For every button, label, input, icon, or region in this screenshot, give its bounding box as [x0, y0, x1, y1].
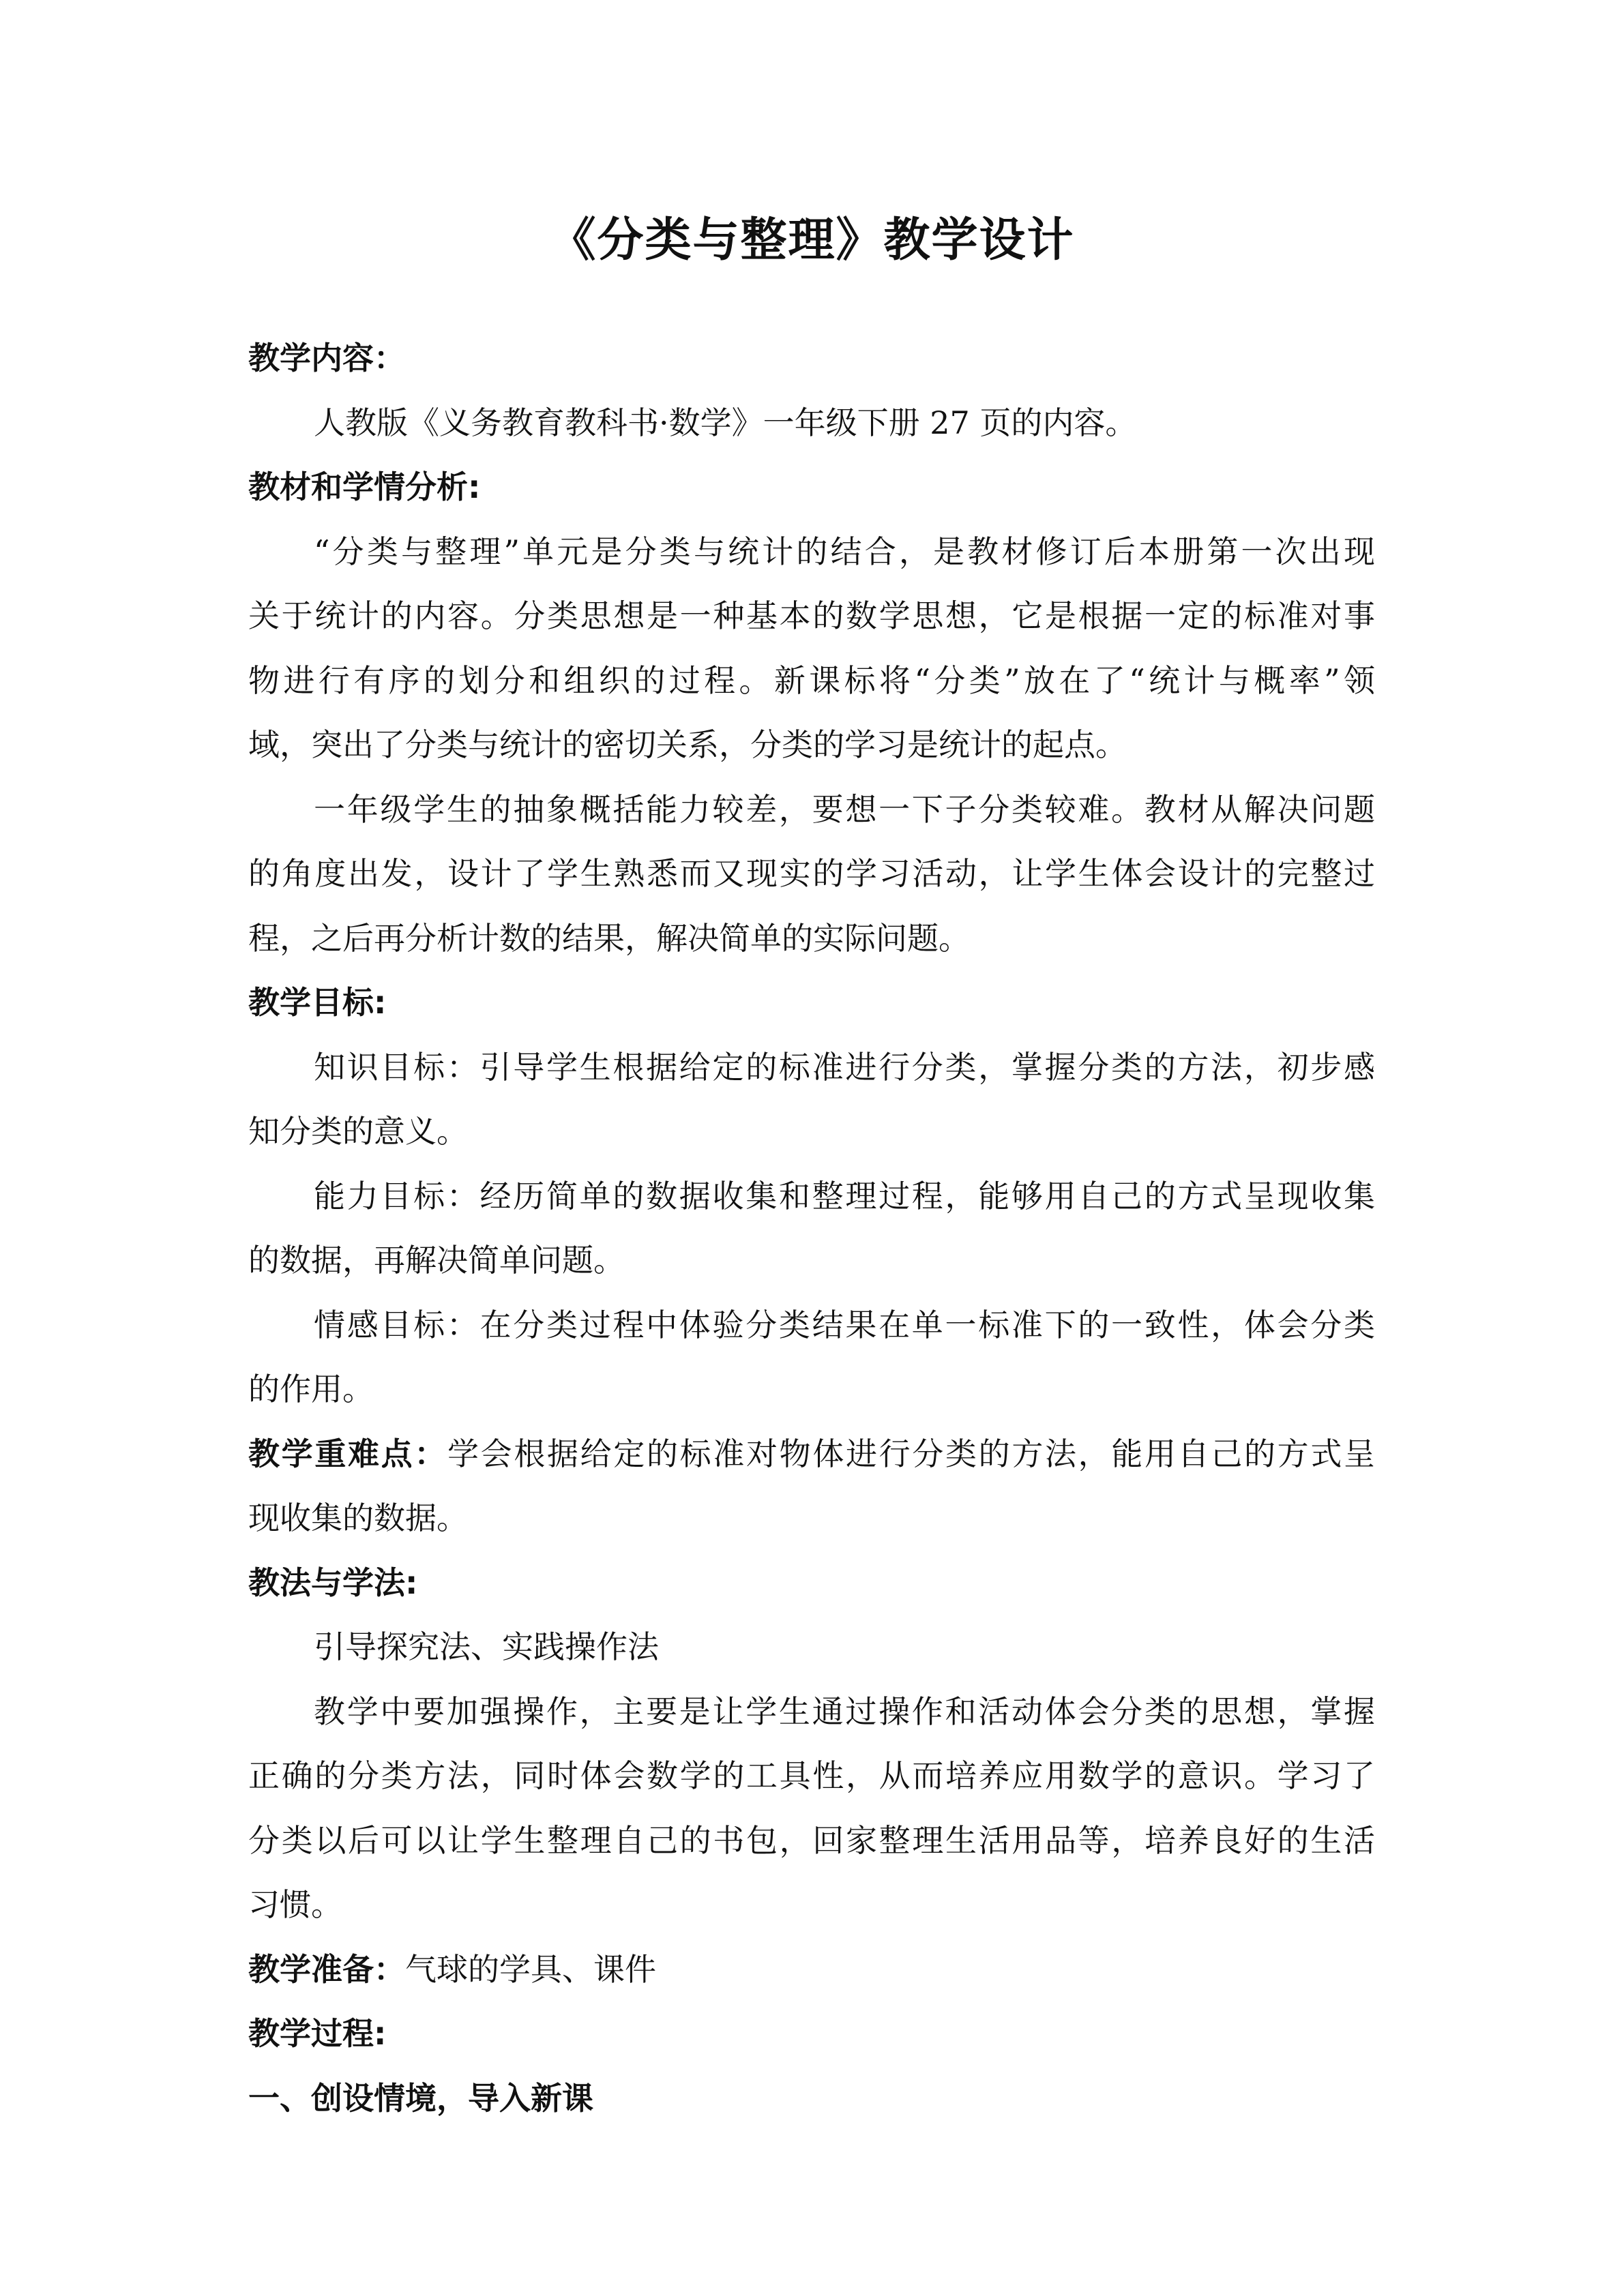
paragraph-line: 域，突出了分类与统计的密切关系，分类的学习是统计的起点。 [248, 726, 1127, 763]
content-text: 人教版《义务教育教科书·数学》一年级下册 27 页的内容。 [314, 404, 1137, 441]
prep-line [248, 1937, 1375, 2002]
paragraph-line: 的角度出发，设计了学生熟悉而又现实的学习活动，让学生体会设计的完整过 [248, 855, 1375, 892]
prep-label: 教学准备： [248, 1950, 405, 1988]
section-heading-goals: 教学目标: [248, 984, 387, 1021]
paragraph-line: 正确的分类方法，同时体会数学的工具性，从而培养应用数学的意识。学习了 [248, 1757, 1375, 1794]
goal-line: 知分类的意义。 [248, 1113, 468, 1150]
section-heading-methods: 教法与学法: [248, 1564, 418, 1601]
goal-line: 能力目标：经历简单的数据收集和整理过程，能够用自己的方式呈现收集 [314, 1177, 1375, 1214]
paragraph-line: 物进行有序的划分和组织的过程。新课标将“分类”放在了“统计与概率”领 [248, 661, 1375, 699]
paragraph-line: 一年级学生的抽象概括能力较差，要想一下子分类较难。教材从解决问题 [314, 790, 1375, 828]
paragraph-line: 程，之后再分析计数的结果，解决简单的实际问题。 [248, 919, 970, 957]
paragraph-line: 习惯。 [248, 1886, 342, 1923]
section-heading-process: 教学过程: [248, 2015, 387, 2052]
section-heading-content: 教学内容： [248, 340, 405, 376]
paragraph-line: 分类以后可以让学生整理自己的书包，回家整理生活用品等，培养良好的生活 [248, 1821, 1375, 1859]
step-heading: 一、创设情境，导入新课 [248, 2079, 593, 2117]
goal-line: 情感目标：在分类过程中体验分类结果在单一标准下的一致性，体会分类 [314, 1306, 1375, 1343]
goal-line: 知识目标：引导学生根据给定的标准进行分类，掌握分类的方法，初步感 [314, 1048, 1375, 1086]
section-heading-analysis: 教材和学情分析: [248, 468, 481, 505]
paragraph-line: 关于统计的内容。分类思想是一种基本的数学思想，它是根据一定的标准对事 [248, 597, 1375, 634]
document-body [248, 326, 1375, 2130]
keypoints-label: 教学重难点： [248, 1435, 447, 1472]
methods-text: 引导探究法、实践操作法 [314, 1628, 659, 1665]
paragraph-line: “分类与整理”单元是分类与统计的结合，是教材修订后本册第一次出现 [314, 533, 1375, 570]
keypoints-text-line2: 现收集的数据。 [248, 1500, 468, 1536]
prep-text: 气球的学具、课件 [405, 1950, 656, 1988]
keypoints-text: 学会根据给定的标准对物体进行分类的方法，能用自己的方式呈 [447, 1435, 1375, 1472]
goal-line: 的数据，再解决简单问题。 [248, 1242, 625, 1279]
document-title: 《分类与整理》教学设计 [549, 213, 1075, 267]
keypoints-line [248, 1422, 1375, 1487]
goal-line: 的作用。 [248, 1371, 374, 1407]
paragraph-line: 教学中要加强操作，主要是让学生通过操作和活动体会分类的思想，掌握 [314, 1693, 1375, 1730]
